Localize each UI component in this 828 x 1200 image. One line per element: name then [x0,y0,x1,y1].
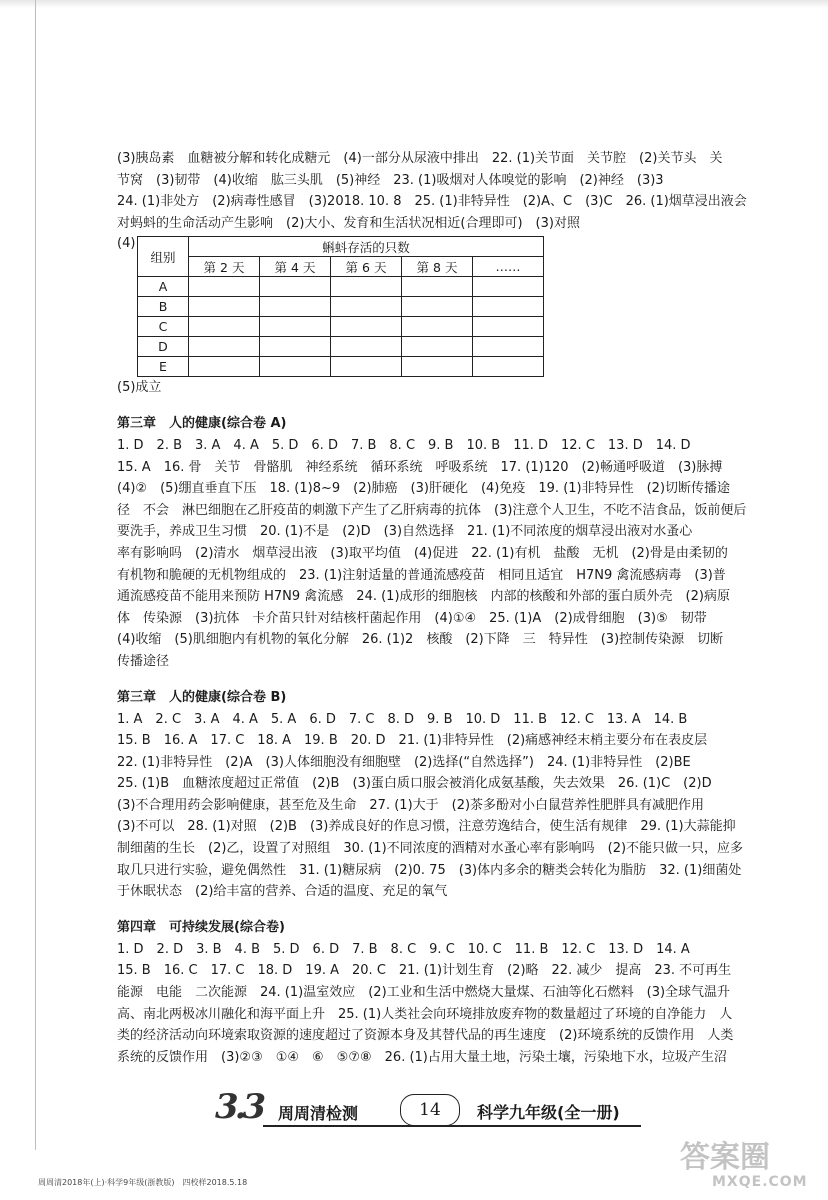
answer-line: 制细菌的生长 (2)乙，设置了对照组 30. (1)不同浓度的酒精对水蚤心率有影响吗 (2)不能只做一只，应多 [117,841,744,857]
answer-line: 1. A 2. C 3. A 4. A 5. A 6. D 7. C 8. D 9. B 10. D 11. B 12. C 13. A 14. B [117,711,688,727]
empty-cell [260,317,331,337]
section-title: 第三章 人的健康(综合卷 A) [117,415,287,431]
page-number: 14 [400,1094,460,1126]
tadpole-table-block [117,236,757,377]
span-header-cell: 蝌蚪存活的只数 [189,237,544,257]
empty-cell [189,277,260,297]
group-label-cell: E [138,357,189,377]
watermark-title: 答案圈 [680,1140,770,1175]
answer-line: 1. D 2. D 3. B 4. B 5. D 6. D 7. B 8. C 9. C 10. C 11. B 12. C 13. D 14. A [117,941,690,957]
answer-line: 系统的反馈作用 (3)②③ ①④ ⑥ ⑤⑦⑧ 26. (1)占用大量土地，污染土壤，污染地下水，垃圾产生沼 [117,1049,727,1065]
answer-line: 15. B 16. A 17. C 18. A 19. B 20. D 21. (1)非特异性 (2)痛感神经末梢主要分布在表皮层 [117,733,708,749]
day-header-cell: 第 2 天 [189,257,260,277]
empty-cell [331,357,402,377]
footer-rule [263,1125,641,1127]
answer-line: 15. B 16. C 17. C 18. D 19. A 20. C 21. (1)计划生育 (2)略 22. 减少 提高 23. 不可再生 [117,963,732,979]
empty-cell [189,337,260,357]
empty-cell [189,297,260,317]
group-label-cell: D [138,337,189,357]
empty-cell [402,357,473,377]
chapter-section [117,687,757,903]
answer-line: 节窝 (3)韧带 (4)收缩 肱三头肌 (5)神经 23. (1)吸烟对人体嗅觉的影响 (2)神经 (3)3 [117,172,664,188]
page-footer [215,1087,640,1133]
print-note: 周周清2018年(上)·科学9年级(浙教版) 四校样2018.5.18 [38,1178,248,1187]
answer-line: 类的经济活动向环境索取资源的速度超过了资源本身及其替代品的再生速度 (2)环境系统的反馈作用 人类 [117,1028,734,1044]
brand-logo: 3.3 [215,1087,263,1127]
day-header-cell: 第 6 天 [331,257,402,277]
chapter-sections [117,413,757,1068]
empty-cell [402,317,473,337]
chapter-section [117,413,757,673]
day-header-cell: 第 8 天 [402,257,473,277]
section-title: 第四章 可持续发展(综合卷) [117,919,285,935]
answer-line: (4)收缩 (5)肌细胞内有机物的氧化分解 26. (1)2 核酸 (2)下降 三 特异性 (3)控制传染源 切断 [117,632,724,648]
answer-line: 高、南北两极冰川融化和海平面上升 25. (1)人类社会向环境排放废弃物的数量超过了环境的自净能力 人 [117,1006,733,1022]
empty-cell [402,277,473,297]
answer-line: 取几只进行实验，避免偶然性 31. (1)糖尿病 (2)0. 75 (3)体内多余的糖类会转化为脂肪 32. (1)细菌处 [117,862,742,878]
answer-line: 15. A 16. 骨 关节 骨骼肌 神经系统 循环系统 呼吸系统 17. (1)120 (2)畅通呼吸道 (3)脉搏 [117,459,723,475]
table-prefix: (4) [117,236,136,252]
empty-cell [473,297,544,317]
empty-cell [189,317,260,337]
intro-answers [117,148,757,234]
empty-cell [473,317,544,337]
answer-line: 于休眠状态 (2)给丰富的营养、合适的温度、充足的氧气 [117,884,448,900]
answer-line: 要洗手，养成卫生习惯 20. (1)不是 (2)D (3)自然选择 21. (1)不同浓度的烟草浸出液对水蚤心 [117,524,693,540]
empty-cell [473,277,544,297]
answer-line: 24. (1)非处方 (2)病毒性感冒 (3)2018. 10. 8 25. (1)非特异性 (2)A、C (3)C 26. (1)烟草浸出液会 [117,194,747,210]
empty-cell [260,337,331,357]
answer-line: (4)② (5)绷直垂直下压 18. (1)8~9 (2)肺癌 (3)肝硬化 (4)免疫 19. (1)非特异性 (2)切断传播途 [117,481,731,497]
answer-line: 传播途径 [117,653,170,669]
empty-cell [402,297,473,317]
answer-line: (3)不可以 28. (1)对照 (2)B (3)养成良好的作息习惯，注意劳逸结合，使生活有规律 29. (1)大蒜能抑 [117,819,736,835]
group-label-cell: C [138,317,189,337]
answer-line: 1. D 2. B 3. A 4. A 5. D 6. D 7. B 8. C 9. B 10. B 11. D 12. C 13. D 14. D [117,437,691,453]
empty-cell [331,317,402,337]
day-header-cell: …… [473,257,544,277]
empty-cell [331,337,402,357]
watermark [672,1132,822,1196]
day-header-cell: 第 4 天 [260,257,331,277]
answer-line: 22. (1)非特异性 (2)A (3)人体细胞没有细胞壁 (2)选择(“自然选择”) 24. (1)非特异性 (2)BE [117,754,691,770]
tadpole-survival-table [137,236,544,377]
answer-line: 25. (1)B 血糖浓度超过正常值 (2)B (3)蛋白质口服会被消化成氨基酸，失去效果 26. (1)C (2)D [117,776,712,792]
group-header-cell: 组别 [138,237,189,277]
page-border-line [35,0,36,1150]
chapter-section [117,917,757,1069]
answer-line: 通流感疫苗不能用来预防 H7N9 禽流感 24. (1)成形的细胞核 内部的核酸和外部的蛋白质外壳 (2)病原 [117,589,730,605]
answer-line: (3)胰岛素 血糖被分解和转化成糖元 (4)一部分从尿液中排出 22. (1)关节面 关节腔 (2)关节头 关 [117,151,723,166]
empty-cell [189,357,260,377]
empty-cell [260,277,331,297]
answer-line: 体 传染源 (3)抗体 卡介苗只针对结核杆菌起作用 (4)①④ 25. (1)A (2)成骨细胞 (3)⑤ 韧带 [117,610,707,626]
group-label-cell: B [138,297,189,317]
brand-name: 周周清检测 [278,1104,359,1123]
group-label-cell: A [138,277,189,297]
answer-line: (3)不合理用药会影响健康，甚至危及生命 27. (1)大于 (2)茶多酚对小白鼠营养性肥胖具有减肥作用 [117,797,705,813]
course-title: 科学九年级(全一册) [477,1103,620,1122]
empty-cell [331,297,402,317]
empty-cell [260,297,331,317]
answer-line: 有机物和脆硬的无机物组成的 23. (1)注射适量的普通流感疫苗 相同且适宜 H7N9 禽流感病毒 (3)普 [117,567,726,583]
answer-line: 对蚂蚪的生命活动产生影响 (2)大小、发育和生活状况相近(合理即可) (3)对照 [117,215,580,231]
answer-line: 径 不会 淋巴细胞在乙肝疫苗的刺激下产生了乙肝病毒的抗体 (3)注意个人卫生，不吃不洁食品，饭前便后 [117,502,747,518]
empty-cell [260,357,331,377]
empty-cell [402,337,473,357]
empty-cell [473,337,544,357]
after-table-answer: (5)成立 [117,380,162,396]
empty-cell [331,277,402,297]
answer-content [117,148,757,1068]
answer-line: 率有影响吗 (2)清水 烟草浸出液 (3)取平均值 (4)促进 22. (1)有机 盐酸 无机 (2)骨是由柔韧的 [117,545,728,561]
watermark-url: MXQE.COM [712,1174,808,1190]
scan-top-edge [0,0,828,8]
empty-cell [473,357,544,377]
section-title: 第三章 人的健康(综合卷 B) [117,689,287,705]
answer-line: 能源 电能 二次能源 24. (1)温室效应 (2)工业和生活中燃烧大量煤、石油等化石燃料 (3)全球气温升 [117,985,731,1001]
